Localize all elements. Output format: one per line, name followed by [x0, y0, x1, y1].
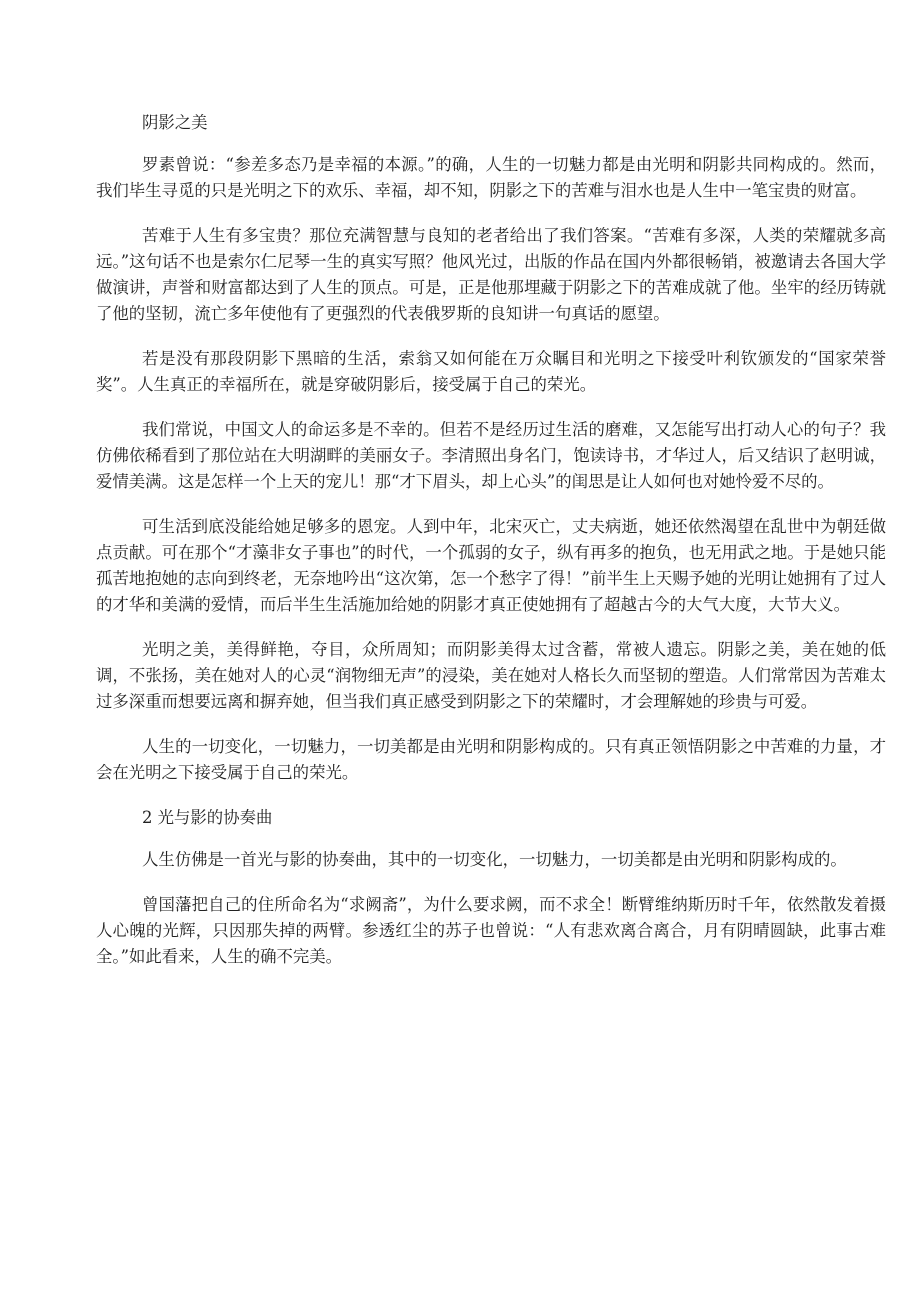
essay-title: 阴影之美: [142, 113, 208, 132]
paragraph: 人生的一切变化，一切魅力，一切美都是由光明和阴影构成的。只有真正领悟阴影之中苦难的力量，才会在光明之下接受属于自己的荣光。: [96, 737, 886, 782]
section-title: 2 光与影的协奏曲: [142, 808, 273, 827]
paragraph: 若是没有那段阴影下黑暗的生活，索翁又如何能在万众瞩目和光明之下接受叶利钦颁发的“国家荣誉奖”。人生真正的幸福所在，就是穿破阴影后，接受属于自己的荣光。: [96, 349, 886, 394]
paragraph: 光明之美，美得鲜艳，夺目，众所周知；而阴影美得太过含蓄，常被人遗忘。阴影之美，美在她的低调，不张扬，美在她对人的心灵“润物细无声”的浸染，美在她对人格长久而坚韧的塑造。人们常常因为苦难太过多深重而想要远离和摒弃她，但当我们真正感受到阴影之下的荣耀时，才会理解她的珍贵与可爱。: [96, 640, 886, 711]
paragraph: 罗素曾说：“参差多态乃是幸福的本源。”的确，人生的一切魅力都是由光明和阴影共同构成的。然而，我们毕生寻觅的只是光明之下的欢乐、幸福，却不知，阴影之下的苦难与泪水也是人生中一笔宝贵的财富。: [96, 155, 886, 200]
paragraph: 苦难于人生有多宝贵？那位充满智慧与良知的老者给出了我们答案。“苦难有多深，人类的荣耀就多高远。”这句话不也是索尔仁尼琴一生的真实写照？他风光过，出版的作品在国内外都很畅销，被邀请去各国大学做演讲，声誉和财富都达到了人生的顶点。可是，正是他那埋藏于阴影之下的苦难成就了他。坐牢的经历铸就了他的坚韧，流亡多年使他有了更强烈的代表俄罗斯的良知讲一句真话的愿望。: [96, 226, 886, 323]
paragraph: 可生活到底没能给她足够多的恩宠。人到中年，北宋灭亡，丈夫病逝，她还依然渴望在乱世中为朝廷做点贡献。可在那个“才藻非女子事也”的时代，一个孤弱的女子，纵有再多的抱负，也无用武之地。于是她只能孤苦地抱她的志向到终老，无奈地吟出“这次第，怎一个愁字了得！”前半生上天赐予她的光明让她拥有了过人的才华和美满的爱情，而后半生生活施加给她的阴影才真正使她拥有了超越古今的大气大度，大节大义。: [96, 517, 886, 614]
document-body: [96, 110, 886, 989]
paragraph: 曾国藩把自己的住所命名为“求阙斋”，为什么要求阙，而不求全！断臂维纳斯历时千年，依然散发着摄人心魄的光辉，只因那失掉的两臂。参透红尘的苏子也曾说：“人有悲欢离合离合，月有阴晴圆缺，此事古难全。”如此看来，人生的确不完美。: [96, 895, 886, 966]
paragraph: 我们常说，中国文人的命运多是不幸的。但若不是经历过生活的磨难，又怎能写出打动人心的句子？我仿佛依稀看到了那位站在大明湖畔的美丽女子。李清照出身名门，饱读诗书，才华过人，后又结识了赵明诚，爱情美满。这是怎样一个上天的宠儿！那“才下眉头，却上心头”的闺思是让人如何也对她怜爱不尽的。: [96, 420, 886, 491]
paragraph: 人生仿佛是一首光与影的协奏曲，其中的一切变化，一切魅力，一切美都是由光明和阴影构成的。: [142, 850, 847, 869]
